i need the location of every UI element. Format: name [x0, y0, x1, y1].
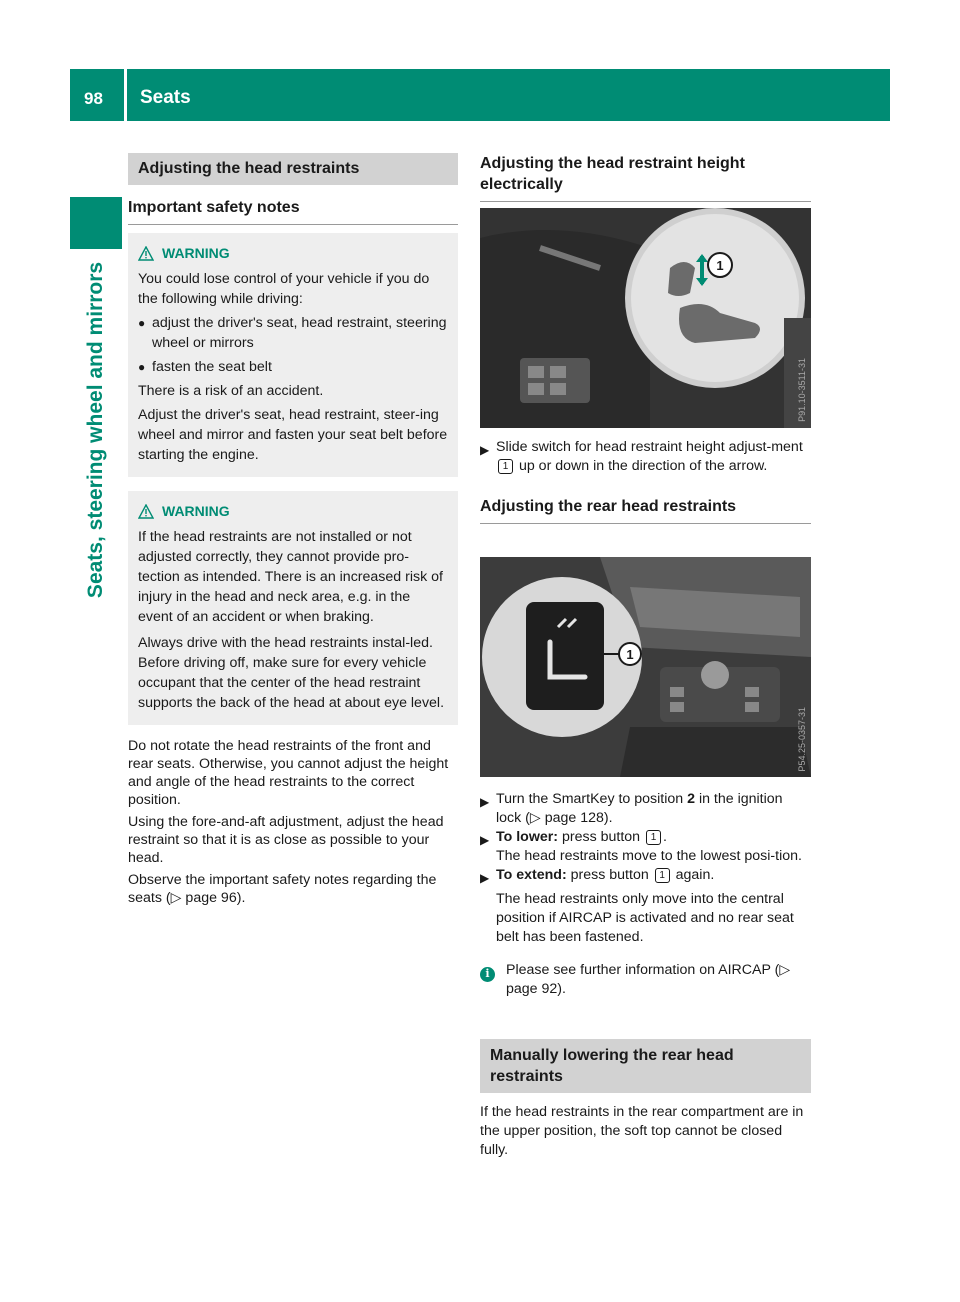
- image-code: P54.25-0357-31: [797, 707, 807, 772]
- door-panel-illustration: [480, 208, 811, 428]
- page-number: 98: [84, 89, 103, 108]
- warning-text: Adjust the driver's seat, head restraint, steer-ing wheel and mirror and fasten your seat belt before starting the engine.: [138, 407, 448, 463]
- callout-1-icon: 1: [498, 459, 513, 474]
- warning-text: Always drive with the head restraints instal-led. Before driving off, make sure for every vehicle occupant that the center of the head restraint supports the back of the head at about eye level.: [138, 635, 445, 711]
- center-console-illustration: [480, 557, 811, 777]
- warning-box-2: [128, 491, 458, 725]
- step-arrow-icon: ▶: [480, 795, 490, 809]
- center-console-image: [480, 557, 811, 777]
- warning-triangle-icon: [138, 246, 154, 261]
- list-item: ● fasten the seat belt: [138, 359, 272, 375]
- warning-text: You could lose control of your vehicle if you do the following while driving:: [138, 271, 430, 307]
- heading-electric-height: Adjusting the head restraint height electrically: [480, 153, 811, 202]
- info-icon: i: [480, 967, 495, 982]
- instruction-step: ▶ Slide switch for head restraint height adjust-ment 1 up or down in the direction of the arrow.: [480, 439, 803, 474]
- step-arrow-icon: ▶: [480, 871, 490, 885]
- callout-1-icon: 1: [646, 830, 661, 845]
- list-item: ● adjust the driver's seat, head restraint, steering wheel or mirrors: [138, 315, 447, 351]
- body-text[interactable]: Observe the important safety notes regarding the seats (▷ page 96).: [128, 872, 437, 906]
- body-text: If the head restraints in the rear compartment are in the upper position, the soft top cannot be closed fully.: [480, 1104, 804, 1158]
- callout-1-icon: 1: [655, 868, 670, 883]
- section-title-manual-lowering: Manually lowering the rear head restraints: [480, 1039, 811, 1093]
- subsection-title: Important safety notes: [128, 197, 458, 225]
- callout-1: 1: [626, 647, 634, 662]
- left-column: [128, 153, 458, 907]
- right-column: [480, 153, 811, 202]
- info-note: i Please see further information on AIRCAP (▷ page 92).: [480, 961, 811, 999]
- warning-text: If the head restraints are not installed or not adjusted correctly, they cannot provide pro-tection as intended. There is an increased risk of injury in the head and neck area, e.g. in the event of an accident or when braking.: [138, 529, 443, 625]
- header-divider: [124, 69, 127, 121]
- warning-title: WARNING: [138, 501, 448, 521]
- right-column-lower: [480, 790, 811, 1160]
- heading-rear-head-restraints: Adjusting the rear head restraints: [480, 496, 811, 524]
- header-bar: [70, 69, 890, 121]
- instruction-step: ▶ Turn the SmartKey to position 2 in the ignition lock (▷ page 128).: [480, 791, 783, 826]
- step-arrow-icon: ▶: [480, 833, 490, 847]
- callout-1: 1: [716, 258, 724, 273]
- section-title: Adjusting the head restraints: [128, 153, 458, 185]
- step-arrow-icon: ▶: [480, 443, 490, 457]
- sidebar-block: [70, 197, 122, 249]
- warning-title: WARNING: [138, 243, 448, 263]
- step-result: The head restraints only move into the central position if AIRCAP is activated and no rear seat belt has been fastened.: [496, 891, 794, 945]
- warning-text: There is a risk of an accident.: [138, 383, 324, 399]
- body-text: Using the fore-and-aft adjustment, adjust the head restraint so that it is as close as possible to your head.: [128, 814, 444, 866]
- warning-box-1: [128, 233, 458, 477]
- right-column-mid: [480, 438, 811, 524]
- instruction-step: ▶ To lower: press button 1 . The head restraints move to the lowest posi-tion.: [480, 829, 802, 864]
- warning-triangle-icon: [138, 504, 154, 519]
- body-text: Do not rotate the head restraints of the front and rear seats. Otherwise, you cannot adjust the height and angle of the head restraints to the correct position.: [128, 738, 449, 808]
- door-seat-switch-image: [480, 208, 811, 428]
- page-title: Seats: [140, 87, 191, 108]
- image-code: P91.10-3511-31: [797, 358, 807, 422]
- instruction-step: ▶ To extend: press button 1 again.: [480, 866, 811, 888]
